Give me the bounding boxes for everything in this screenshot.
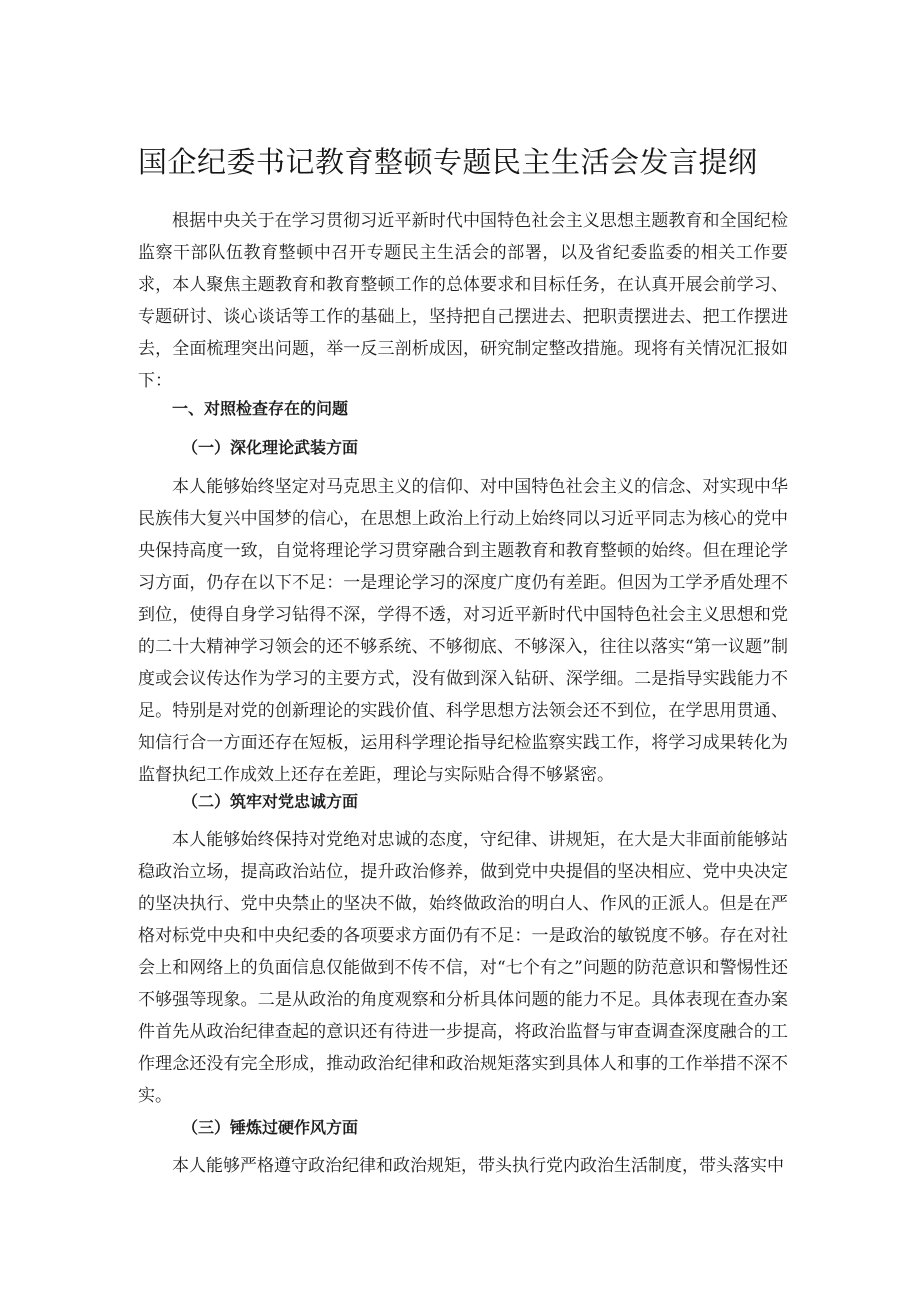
- intro-paragraph: 根据中央关于在学习贯彻习近平新时代中国特色社会主义思想主题教育和全国纪检监察干部队伍教育整顿中召开专题民主生活会的部署，以及省纪委监委的相关工作要求，本人聚焦主题教育和教育整顿工作的总体要求和目标任务，在认真开展会前学习、专题研讨、谈心谈话等工作的基础上，坚持把自己摆进去、把职责摆进去、把工作摆进去，全面梳理突出问题，举一反三剖析成因，研究制定整改措施。现将有关情况汇报如下：: [138, 211, 788, 391]
- document-title: 国企纪委书记教育整顿专题民主生活会发言提纲: [138, 145, 758, 179]
- paragraph-style: 本人能够严格遵守政治纪律和政治规矩，带头执行党内政治生活制度，带头落实中: [172, 1156, 784, 1176]
- paragraph-theory: 本人能够始终坚定对马克思主义的信仰、对中国特色社会主义的信念、对实现中华民族伟大复兴中国梦的信心，在思想上政治上行动上始终同以习近平同志为核心的党中央保持高度一致，自觉将理论学习贯穿融合到主题教育和教育整顿的始终。但在理论学习方面，仍存在以下不足：一是理论学习的深度广度仍有差距。但因为工学矛盾处理不到位，使得自身学习钻得不深，学得不透，对习近平新时代中国特色社会主义思想和党的二十大精神学习领会的还不够系统、不够彻底、不够深入，往往以落实“第一议题”制度或会议传达作为学习的主要方式，没有做到深入钻研、深学细。二是指导实践能力不足。特别是对党的创新理论的实践价值、科学思想方法领会还不到位，在学思用贯通、知信行合一方面还存在短板，运用科学理论指导纪检监察实践工作，将学习成果转化为监督执纪工作成效上还存在差距，理论与实际贴合得不够紧密。: [138, 477, 788, 785]
- paragraph-loyalty: 本人能够始终保持对党绝对忠诚的态度，守纪律、讲规矩，在大是大非面前能够站稳政治立场，提高政治站位，提升政治修养，做到党中央提倡的坚决相应、党中央决定的坚决执行、党中央禁止的坚决不做，始终做政治的明白人、作风的正派人。但是在严格对标党中央和中央纪委的各项要求方面仍有不足：一是政治的敏锐度不够。存在对社会上和网络上的负面信息仅能做到不传不信，对“七个有之”问题的防范意识和警惕性还不够强等现象。二是从政治的角度观察和分析具体问题的能力不足。具体表现在查办案件首先从政治纪律查起的意识还有待进一步提高，将政治监督与审查调查深度融合的工作理念还没有完全形成，推动政治纪律和政治规矩落实到具体人和事的工作举措不深不实。: [138, 830, 788, 1106]
- section-heading-problems: 一、对照检查存在的问题: [172, 399, 349, 418]
- subsection-heading-theory: （一）深化理论武装方面: [182, 438, 359, 457]
- subsection-heading-style: （三）锤炼过硬作风方面: [182, 1118, 359, 1137]
- subsection-heading-loyalty: （二）筑牢对党忠诚方面: [182, 792, 359, 811]
